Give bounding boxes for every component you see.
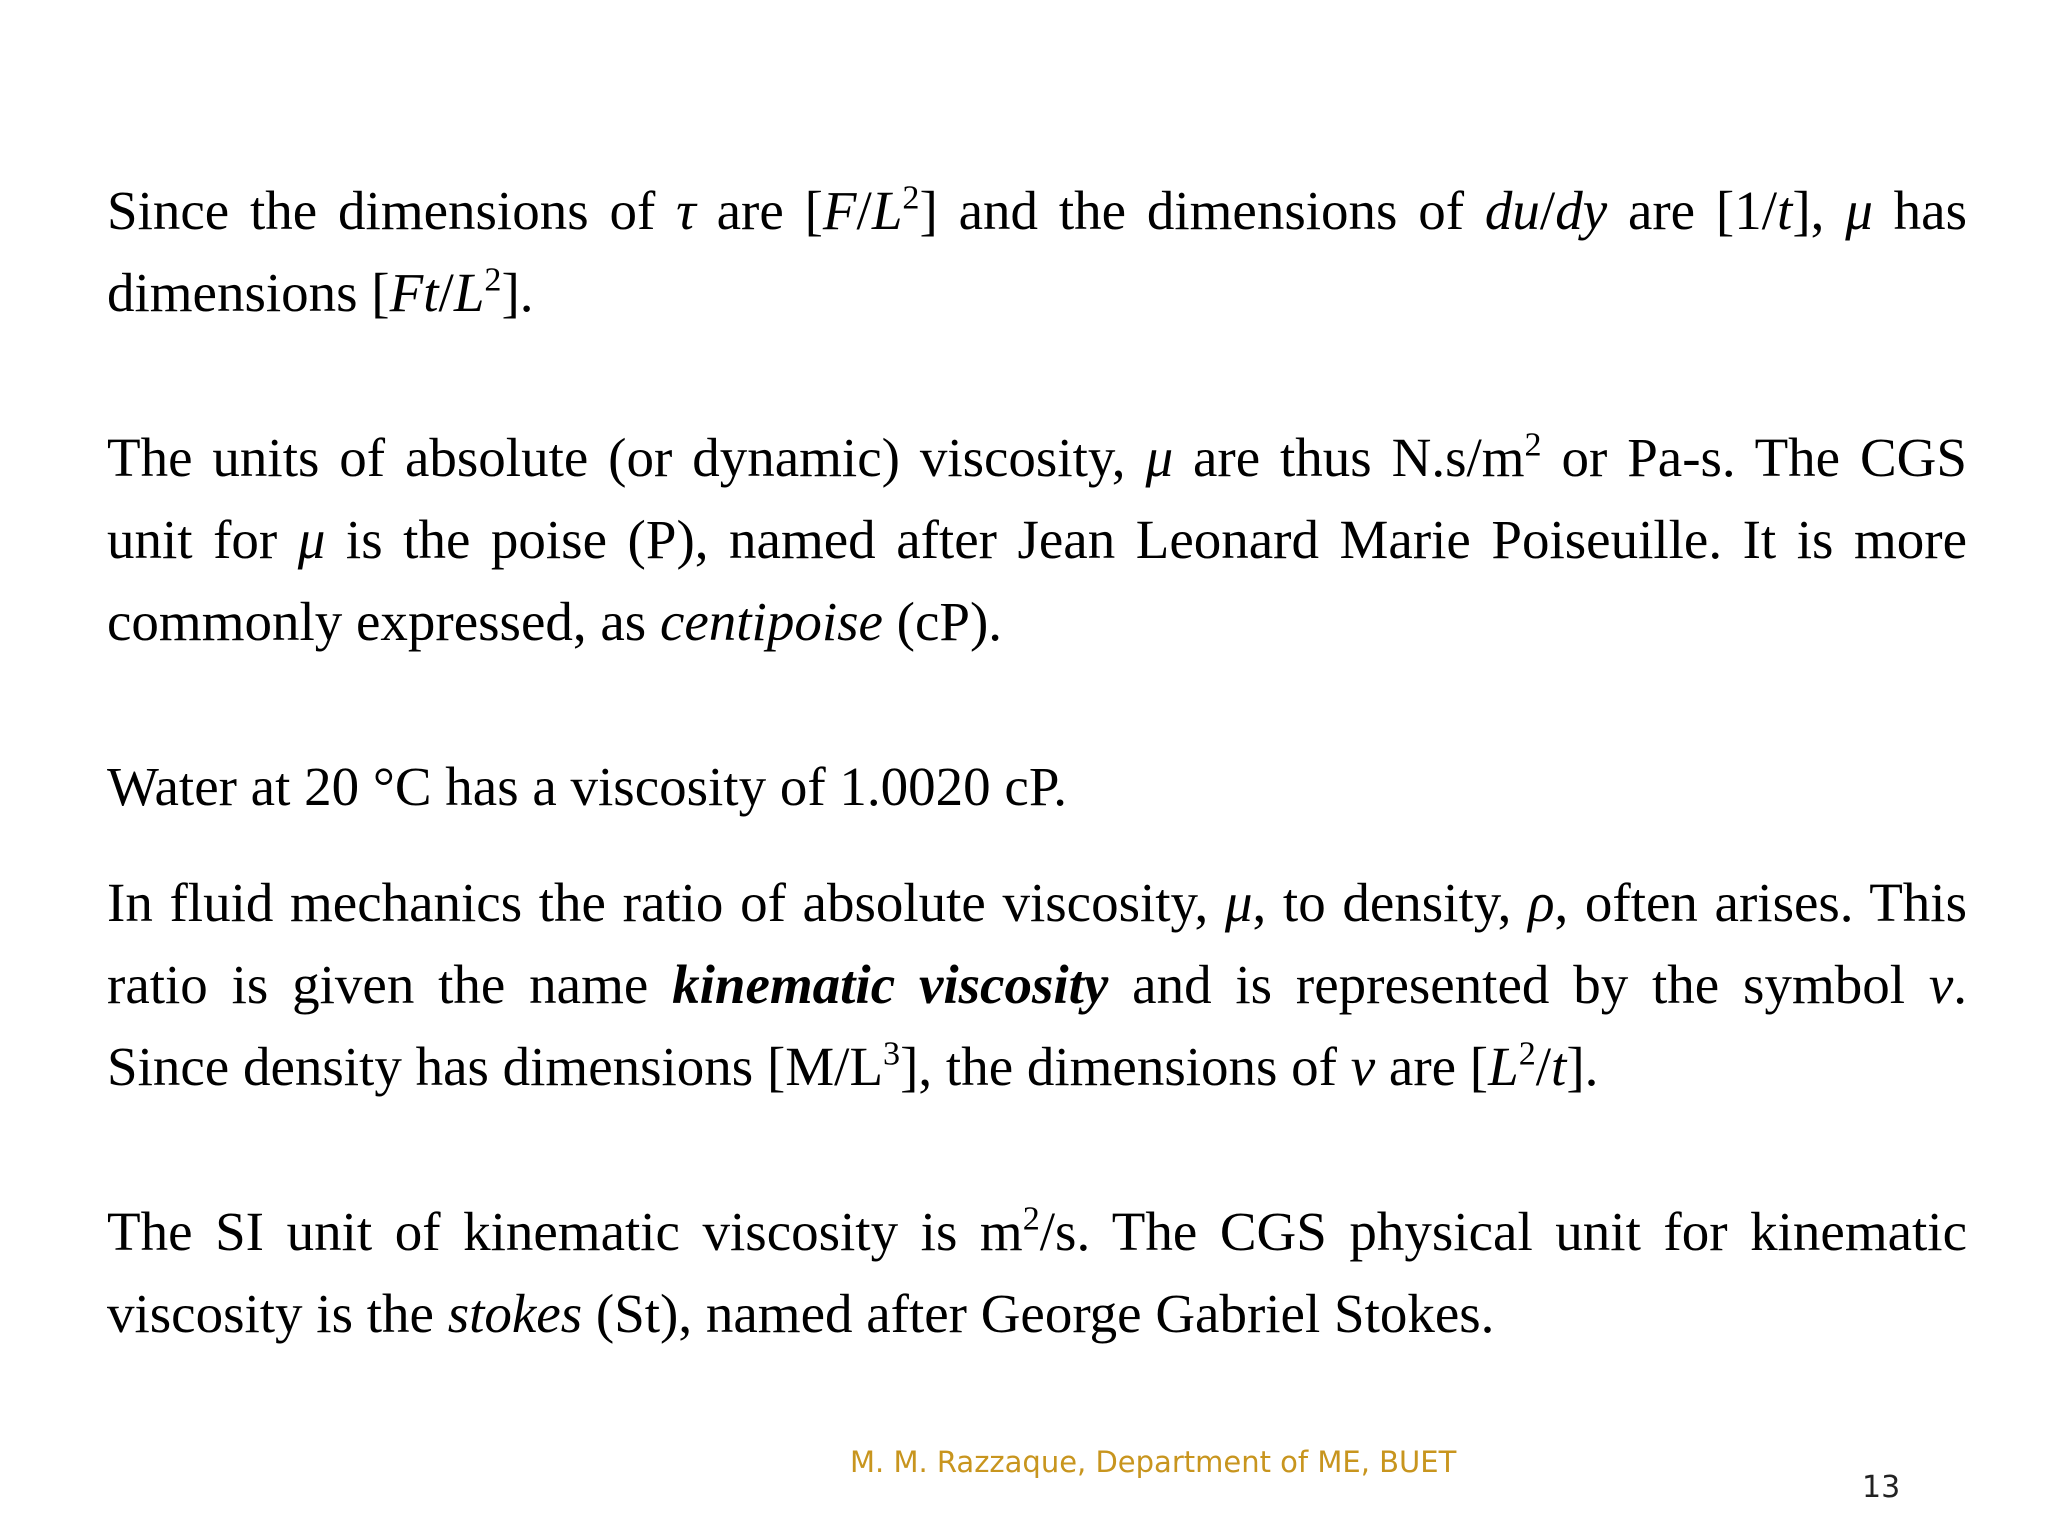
footer-credit: M. M. Razzaque, Department of ME, BUET	[850, 1445, 1457, 1479]
slide-number: 13	[1862, 1470, 1901, 1505]
paragraph-kinematic-viscosity: In fluid mechanics the ratio of absolute viscosity, μ, to density, ρ, often arises. This ratio is given the name kinematic viscosity and is represented by the symbol ν. Since density has dimensions $[M/L^3]$, the dimensions of ν are $[L^2/t]$.	[107, 872, 1968, 1097]
slide-body	[107, 170, 1967, 1355]
paragraph-viscosity-dimensions: Since the dimensions of τ are $[F/L^2]$ and the dimensions of du/dy are [1/t], μ has dimensions $[Ft/L^2]$.	[107, 179, 1967, 323]
term-kinematic-viscosity: kinematic viscosity	[672, 954, 1109, 1015]
paragraph-kinematic-viscosity-units: The SI unit of kinematic viscosity is $m^2/s$. The CGS physical unit for kinematic viscosity is the stokes (St), named after George Gabriel Stokes.	[107, 1200, 1967, 1344]
paragraph-dynamic-viscosity-units: The units of absolute (or dynamic) viscosity, μ are thus $N.s/m^2$ or Pa-s. The CGS unit for μ is the poise (P), named after Jean Leonard Marie Poiseuille. It is more commonly expressed, as centipoise (cP).	[107, 426, 1967, 652]
paragraph-water-viscosity: Water at 20 °C has a viscosity of 1.0020 cP.	[107, 756, 1068, 817]
